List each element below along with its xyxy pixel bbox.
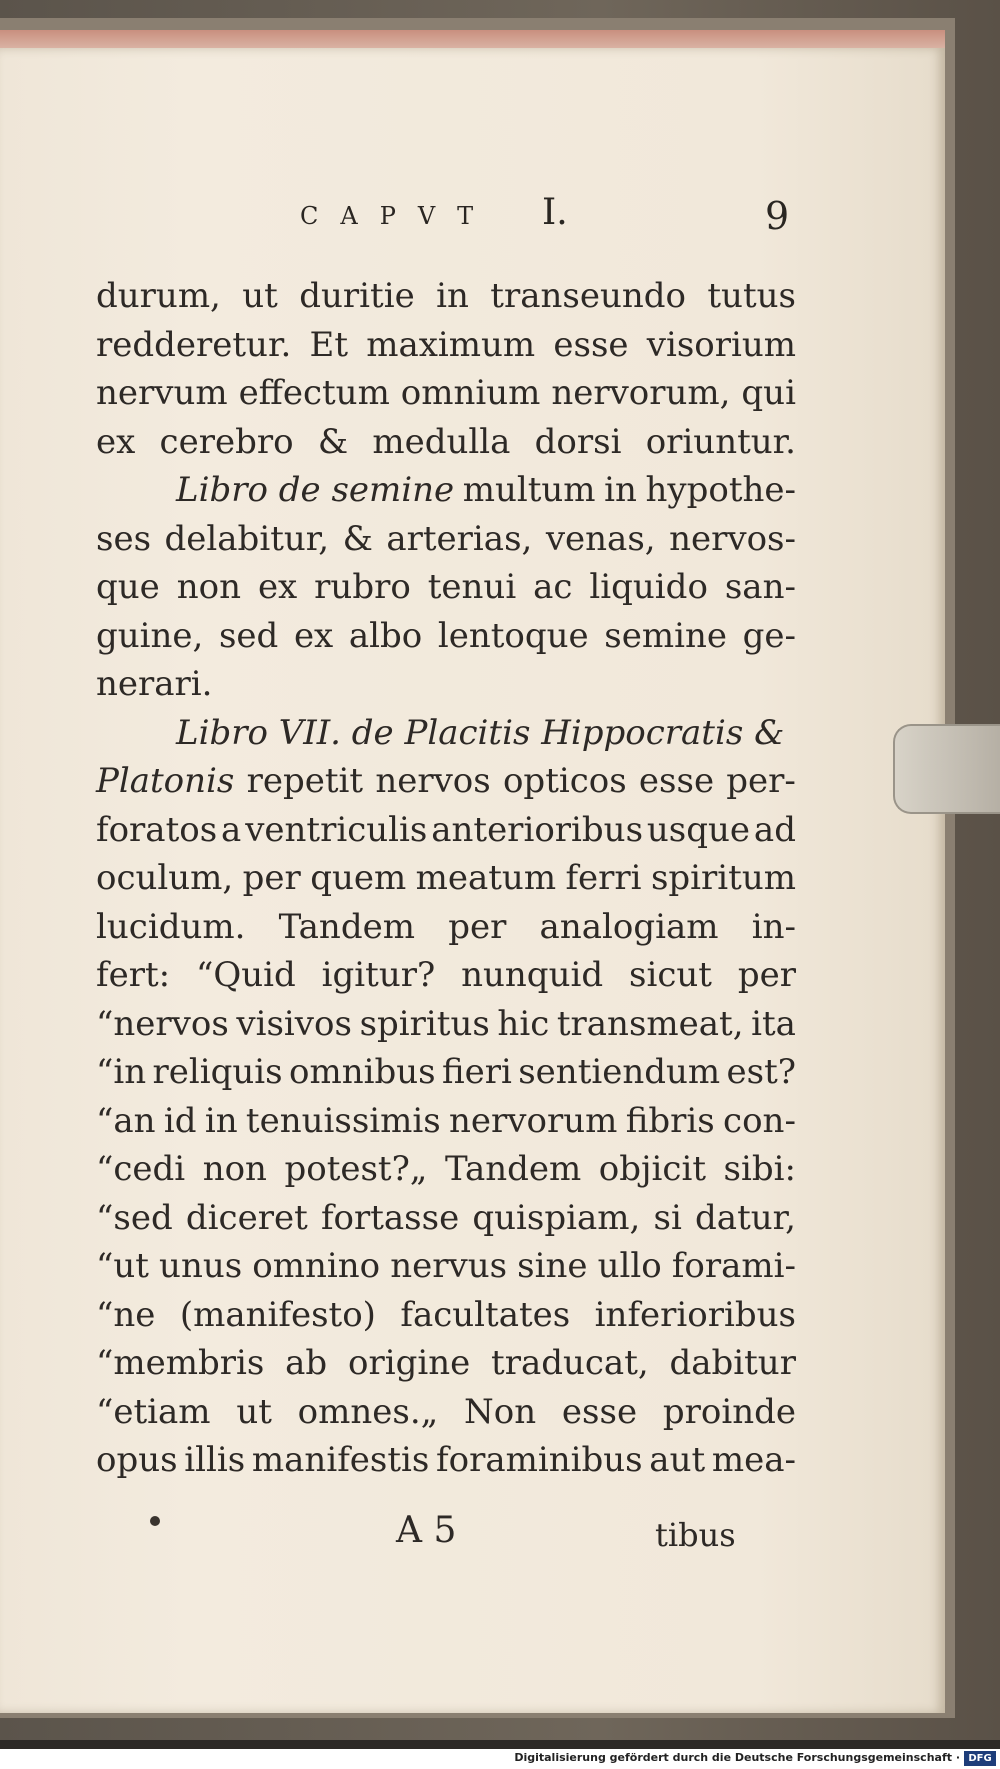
word: meatum <box>415 858 557 898</box>
word: con- <box>723 1100 796 1141</box>
page-number: 9 <box>765 194 790 238</box>
text-line <box>96 854 796 903</box>
page-top-edge <box>0 30 945 48</box>
text-line <box>96 1097 796 1146</box>
word: sine <box>517 1246 588 1286</box>
text-line <box>96 1436 796 1485</box>
word: “Quid <box>195 955 296 995</box>
word: durum, <box>96 276 221 316</box>
word: nervos <box>375 761 491 801</box>
word: illis <box>184 1440 246 1480</box>
word: albo <box>348 615 423 656</box>
word: non <box>176 567 241 607</box>
text-line <box>96 1000 796 1049</box>
word: non <box>202 1149 267 1189</box>
word: “cedi <box>96 1149 186 1189</box>
word: traducat, <box>491 1343 649 1383</box>
word: visorium <box>646 324 796 365</box>
word: “ut <box>96 1246 149 1286</box>
word: ge- <box>742 615 796 656</box>
text-line <box>96 1291 796 1340</box>
text-line <box>96 1194 796 1243</box>
dfg-logo: DFG <box>964 1751 996 1766</box>
word: qui <box>741 373 796 413</box>
word: a <box>221 809 242 850</box>
word: dabitur <box>669 1343 796 1383</box>
word: effectum <box>238 373 390 413</box>
word: si <box>653 1197 682 1238</box>
word: usque <box>646 809 751 850</box>
word: Tandem <box>278 906 415 947</box>
word: fert: <box>96 955 171 995</box>
word: id <box>163 1100 197 1141</box>
word: fortasse <box>320 1197 460 1238</box>
text-line <box>96 1145 796 1194</box>
word: lentoque <box>437 615 589 656</box>
word: esse <box>638 761 715 801</box>
word: oriuntur. <box>645 421 796 462</box>
text-line <box>96 903 796 952</box>
text-line <box>96 1048 796 1097</box>
word: igitur? <box>321 955 436 995</box>
word: ex <box>257 567 298 607</box>
word: in <box>604 470 637 510</box>
word: & <box>342 518 373 559</box>
text-line <box>96 369 796 418</box>
word: opticos <box>502 761 627 801</box>
word: nervorum, <box>551 373 731 413</box>
word: lucidum. <box>96 906 246 947</box>
word: guine, <box>96 615 204 656</box>
word: “nervos <box>96 1003 229 1044</box>
word: sed <box>218 615 279 656</box>
word: mea- <box>711 1440 796 1480</box>
word: reliquis <box>152 1052 283 1092</box>
word: facultates <box>400 1294 571 1335</box>
word: omnino <box>252 1246 381 1286</box>
word: tutus <box>707 276 796 316</box>
text-line <box>96 709 796 758</box>
word: spiritum <box>650 858 796 898</box>
word: esse <box>553 324 629 365</box>
word: fieri <box>441 1052 512 1092</box>
word: “etiam <box>96 1391 211 1432</box>
signature-mark: A 5 <box>396 1510 457 1551</box>
word: est? <box>726 1052 796 1092</box>
word: Et <box>309 324 348 365</box>
word: ferri <box>565 858 642 898</box>
word: ut <box>242 276 278 316</box>
text-line <box>96 1339 796 1388</box>
word: Non <box>464 1391 537 1432</box>
word: semine <box>604 615 727 656</box>
word: per <box>737 955 796 995</box>
word: sibi: <box>723 1149 796 1189</box>
word: Tandem <box>444 1149 582 1189</box>
word: arterias, <box>386 518 533 559</box>
word: ac <box>533 567 573 607</box>
footer-bar <box>0 1749 1000 1769</box>
word: cerebro <box>159 421 294 462</box>
text-line <box>96 951 796 1000</box>
word: ses <box>96 518 152 559</box>
word: transmeat, <box>556 1003 744 1044</box>
text-line <box>96 515 796 564</box>
word: origine <box>347 1343 471 1383</box>
word: “sed <box>96 1197 173 1238</box>
text-line <box>96 321 796 370</box>
word: sicut <box>629 955 712 995</box>
word: hic <box>497 1003 550 1044</box>
text-line <box>96 1242 796 1291</box>
text-line <box>96 1388 796 1437</box>
word: ad <box>753 809 796 850</box>
text-line <box>96 757 796 806</box>
word: nervus <box>390 1246 508 1286</box>
word: ex <box>96 421 136 462</box>
word: duritie <box>299 276 415 316</box>
word: manifestis <box>251 1440 430 1480</box>
word: in <box>436 276 469 316</box>
catchword: tibus <box>655 1516 736 1554</box>
word: objicit <box>598 1149 707 1189</box>
word: maximum <box>366 324 536 365</box>
text-line <box>96 563 796 612</box>
word: Libro VII. de Placitis Hippocratis & <box>176 712 785 753</box>
word: diceret <box>185 1197 308 1238</box>
word: unus <box>159 1246 243 1286</box>
word: quem <box>310 858 407 898</box>
text-line <box>96 612 796 661</box>
word: repetit <box>246 761 364 801</box>
word: per <box>242 858 301 898</box>
running-head-caput: CAPVT <box>300 202 496 230</box>
word: opus <box>96 1440 178 1480</box>
word: proinde <box>662 1391 796 1432</box>
word: “in <box>96 1052 147 1092</box>
ink-dot <box>150 1516 160 1526</box>
word: & <box>317 421 349 462</box>
word: forami- <box>671 1246 796 1286</box>
word: tenui <box>427 567 517 607</box>
word: hypothe- <box>645 470 796 510</box>
word: nunquid <box>461 955 604 995</box>
word: medulla <box>372 421 511 462</box>
word: “an <box>96 1100 156 1141</box>
word: per- <box>726 761 796 801</box>
word: in <box>204 1100 238 1141</box>
word: venas, <box>545 518 656 559</box>
word: analogiam <box>539 906 719 947</box>
word: “ne <box>96 1294 156 1335</box>
text-line <box>96 806 796 855</box>
word: nervos- <box>669 518 796 559</box>
text-line <box>96 660 796 709</box>
text-line <box>96 272 796 321</box>
word: transeundo <box>490 276 686 316</box>
word: ita <box>751 1003 796 1044</box>
word: omnium <box>400 373 541 413</box>
word: que <box>96 567 160 607</box>
running-head-chapter: I. <box>542 192 568 233</box>
footer-text: Digitalisierung gefördert durch die Deutsche Forschungsgemeinschaft · <box>514 1751 960 1764</box>
word: Platonis <box>96 761 235 801</box>
word: fibris <box>625 1100 715 1141</box>
word: anterioribus <box>431 809 644 850</box>
word: visivos <box>236 1003 352 1044</box>
word: tenuissimis <box>245 1100 441 1141</box>
word: ullo <box>597 1246 662 1286</box>
text-line <box>96 466 796 515</box>
word: ventriculis <box>245 809 428 850</box>
word: “membris <box>96 1343 265 1383</box>
word: esse <box>561 1391 638 1432</box>
word: foraminibus <box>436 1440 643 1480</box>
running-head <box>290 192 810 252</box>
text-block <box>96 272 796 1485</box>
word: datur, <box>695 1197 796 1238</box>
word: Libro de semine <box>176 470 455 510</box>
word: ex <box>293 615 334 656</box>
word: per <box>448 906 507 947</box>
word: potest?„ <box>284 1149 428 1189</box>
word: oculum, <box>96 858 234 898</box>
word: sentiendum <box>518 1052 721 1092</box>
word: aut <box>649 1440 706 1480</box>
word: nervorum <box>449 1100 618 1141</box>
word: nerari. <box>96 664 213 704</box>
word: san- <box>724 567 796 607</box>
word: delabitur, <box>164 518 330 559</box>
text-line <box>96 418 796 467</box>
word: dorsi <box>534 421 622 462</box>
word: ut <box>236 1391 272 1432</box>
word: multum <box>462 470 596 510</box>
word: spiritus <box>359 1003 490 1044</box>
clasp <box>893 724 1000 814</box>
word: nervum <box>96 373 228 413</box>
word: liquido <box>589 567 708 607</box>
word: inferioribus <box>594 1294 796 1335</box>
word: in- <box>751 906 796 947</box>
word: omnibus <box>288 1052 436 1092</box>
word: foratos <box>96 809 218 850</box>
word: rubro <box>314 567 411 607</box>
word: omnes.„ <box>297 1391 439 1432</box>
word: ab <box>285 1343 328 1383</box>
word: (manifesto) <box>179 1294 376 1335</box>
word: redderetur. <box>96 324 292 365</box>
word: quispiam, <box>472 1197 641 1238</box>
